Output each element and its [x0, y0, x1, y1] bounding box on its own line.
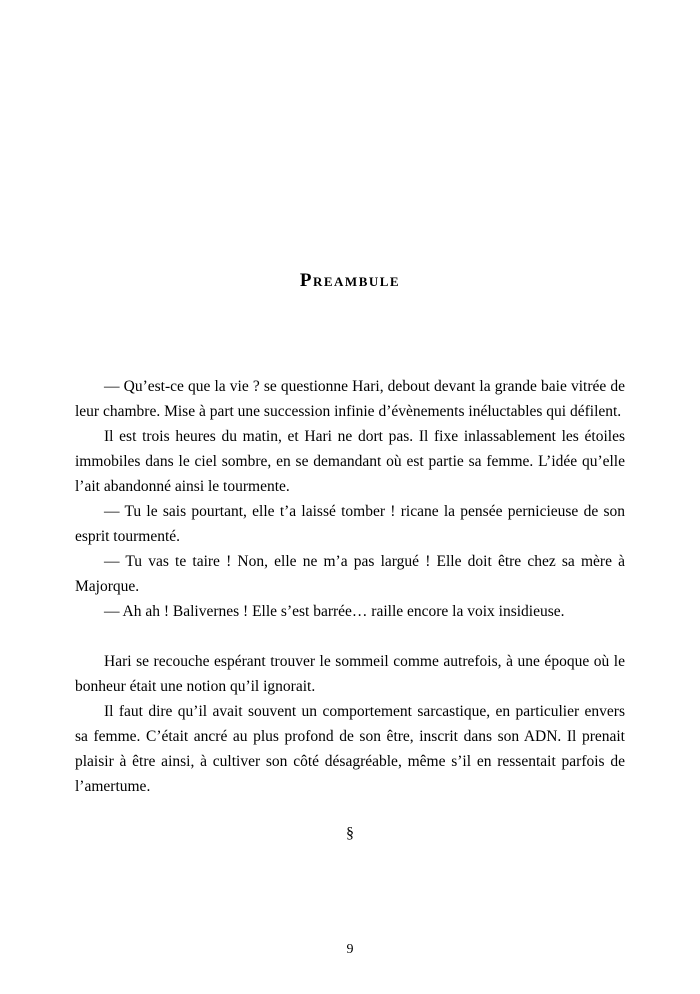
paragraph: Il faut dire qu’il avait souvent un comportement sarcastique, en particulier envers sa femme. C’était ancré au plus profond de son être, inscrit dans son ADN. Il prenait plaisir à être ainsi, à cultiver son côté désagréable, même s’il en ressentait parfois de l’amertume. — [75, 703, 625, 795]
paragraph: — Tu le sais pourtant, elle t’a laissé tomber ! ricane la pensée pernicieuse de son esprit tourmenté. — [75, 503, 625, 545]
paragraph: — Tu vas te taire ! Non, elle ne m’a pas largué ! Elle doit être chez sa mère à Majorque. — [75, 553, 625, 595]
page-title: Preambule — [299, 270, 401, 291]
paragraph: Hari se recouche espérant trouver le sommeil comme autrefois, à une époque où le bonheur était une notion qu’il ignorait. — [75, 653, 625, 695]
paragraph: — Ah ah ! Balivernes ! Elle s’est barrée… raille encore la voix insidieuse. — [104, 603, 565, 620]
page-number: 9 — [346, 942, 354, 957]
section-separator: § — [346, 825, 354, 842]
paragraph: — Qu’est-ce que la vie ? se questionne Hari, debout devant la grande baie vitrée de leur chambre. Mise à part une succession infinie d’évènements inéluctables qui défilent. — [75, 378, 625, 420]
body-text — [75, 374, 625, 799]
paragraph: Il est trois heures du matin, et Hari ne dort pas. Il fixe inlassablement les étoiles immobiles dans le ciel sombre, en se demandant où est partie sa femme. L’idée qu’elle l’ait abandonné ainsi le tourmente. — [75, 428, 625, 495]
